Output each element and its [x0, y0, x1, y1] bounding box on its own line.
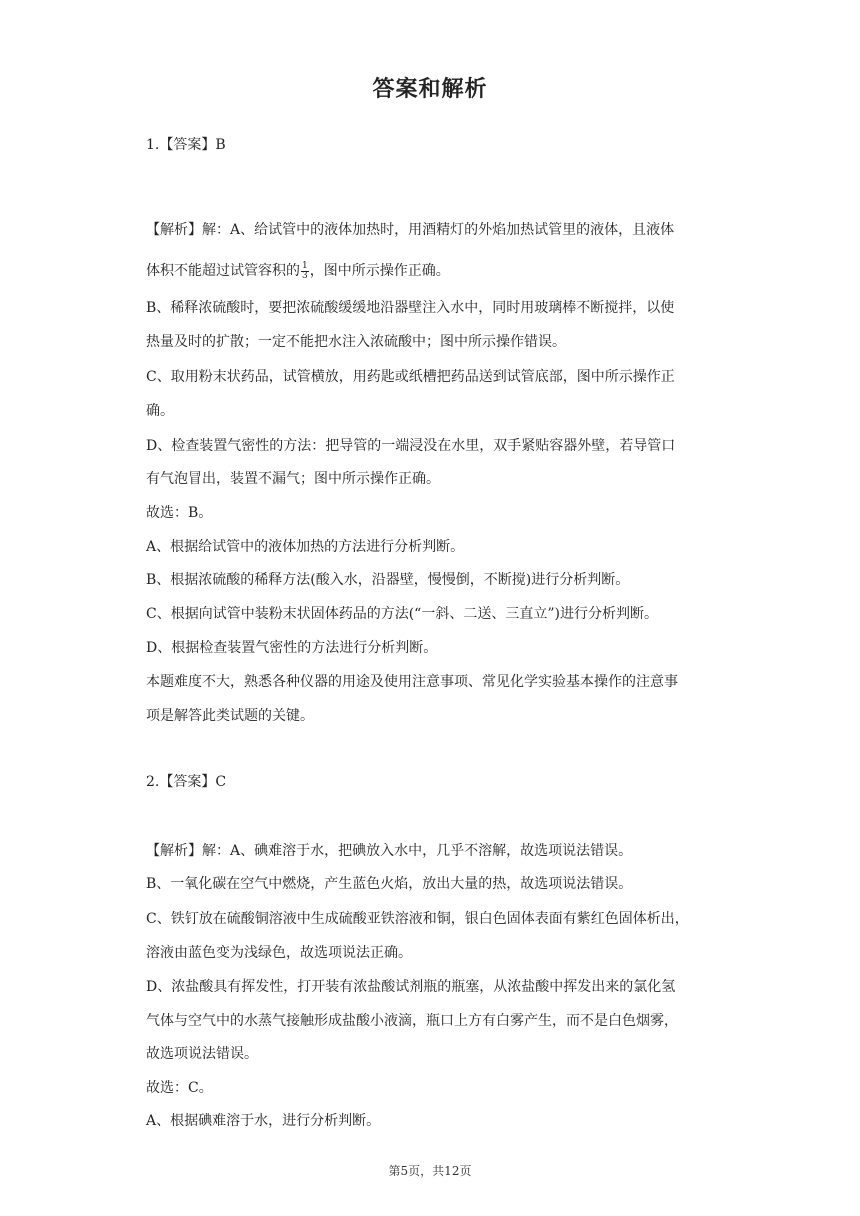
q2-option-d-line: 气体与空气中的水蒸气接触形成盐酸小液滴，瓶口上方有白雾产生，而不是白色烟雾，: [146, 1013, 678, 1029]
q1-explanation-line: [146, 261, 726, 281]
q1-explanation-line: 【解析】解：A、给试管中的液体加热时，用酒精灯的外焰加热试管里的液体，且液体: [146, 222, 675, 238]
q1-answer: 1.【答案】B: [146, 137, 226, 153]
q1-option-d-line: D、检查装置气密性的方法：把导管的一端浸没在水里，双手紧贴容器外壁，若导管口: [146, 438, 676, 454]
q1-hint-d: D、根据检查装置气密性的方法进行分析判断。: [146, 640, 438, 656]
fraction-numerator: 1: [302, 260, 308, 271]
page-number-footer: 第5页，共12页: [388, 1164, 472, 1178]
q2-explanation-line: 【解析】解：A、碘难溶于水，把碘放入水中，几乎不溶解，故选项说法错误。: [146, 843, 633, 859]
q1-option-d-line: 有气泡冒出，装置不漏气；图中所示操作正确。: [146, 471, 440, 487]
fraction-denominator: 3: [302, 270, 308, 281]
fraction: [301, 262, 309, 281]
q2-choice: 故选：C。: [146, 1080, 213, 1096]
page-title: 答案和解析: [372, 76, 488, 102]
q1-option-b-line: B、稀释浓硫酸时，要把浓硫酸缓缓地沿器壁注入水中，同时用玻璃棒不断搅拌，以使: [146, 300, 675, 316]
q2-option-d-line: D、浓盐酸具有挥发性，打开装有浓盐酸试剂瓶的瓶塞，从浓盐酸中挥发出来的氯化氢: [146, 979, 676, 995]
q1-hint-c: C、根据向试管中装粉末状固体药品的方法(“一斜、二送、三直立”)进行分析判断。: [146, 606, 658, 622]
q1-option-c-line: C、取用粉末状药品，试管横放，用药匙或纸槽把药品送到试管底部，图中所示操作正: [146, 369, 675, 385]
q2-option-c-line: 溶液由蓝色变为浅绿色，故选项说法正确。: [146, 945, 412, 961]
q2-hint-a: A、根据碘难溶于水，进行分析判断。: [146, 1113, 381, 1129]
q1-option-b-line: 热量及时的扩散；一定不能把水注入浓硫酸中；图中所示操作错误。: [146, 334, 566, 350]
q2-option-d-line: 故选项说法错误。: [146, 1046, 258, 1062]
q1-summary-line: 项是解答此类试题的关键。: [146, 708, 314, 724]
q1-choice: 故选：B。: [146, 505, 213, 521]
q1-option-c-line: 确。: [146, 403, 174, 419]
q1-hint-a: A、根据给试管中的液体加热的方法进行分析判断。: [146, 539, 465, 555]
q1-hint-b: B、根据浓硫酸的稀释方法(酸入水，沿器壁，慢慢倒，不断搅)进行分析判断。: [146, 572, 630, 588]
q1-explanation-text: 体积不能超过试管容积的: [146, 263, 300, 279]
q2-answer: 2.【答案】C: [146, 774, 227, 790]
q1-explanation-text: ，图中所示操作正确。: [309, 263, 450, 279]
q2-option-b-line: B、一氧化碳在空气中燃烧，产生蓝色火焰，放出大量的热，故选项说法错误。: [146, 876, 633, 892]
q2-option-c-line: C、铁钉放在硫酸铜溶液中生成硫酸亚铁溶液和铜，银白色固体表面有紫红色固体析出，: [146, 911, 689, 927]
q1-summary-line: 本题难度不大，熟悉各种仪器的用途及使用注意事项、常见化学实验基本操作的注意事: [146, 674, 678, 690]
